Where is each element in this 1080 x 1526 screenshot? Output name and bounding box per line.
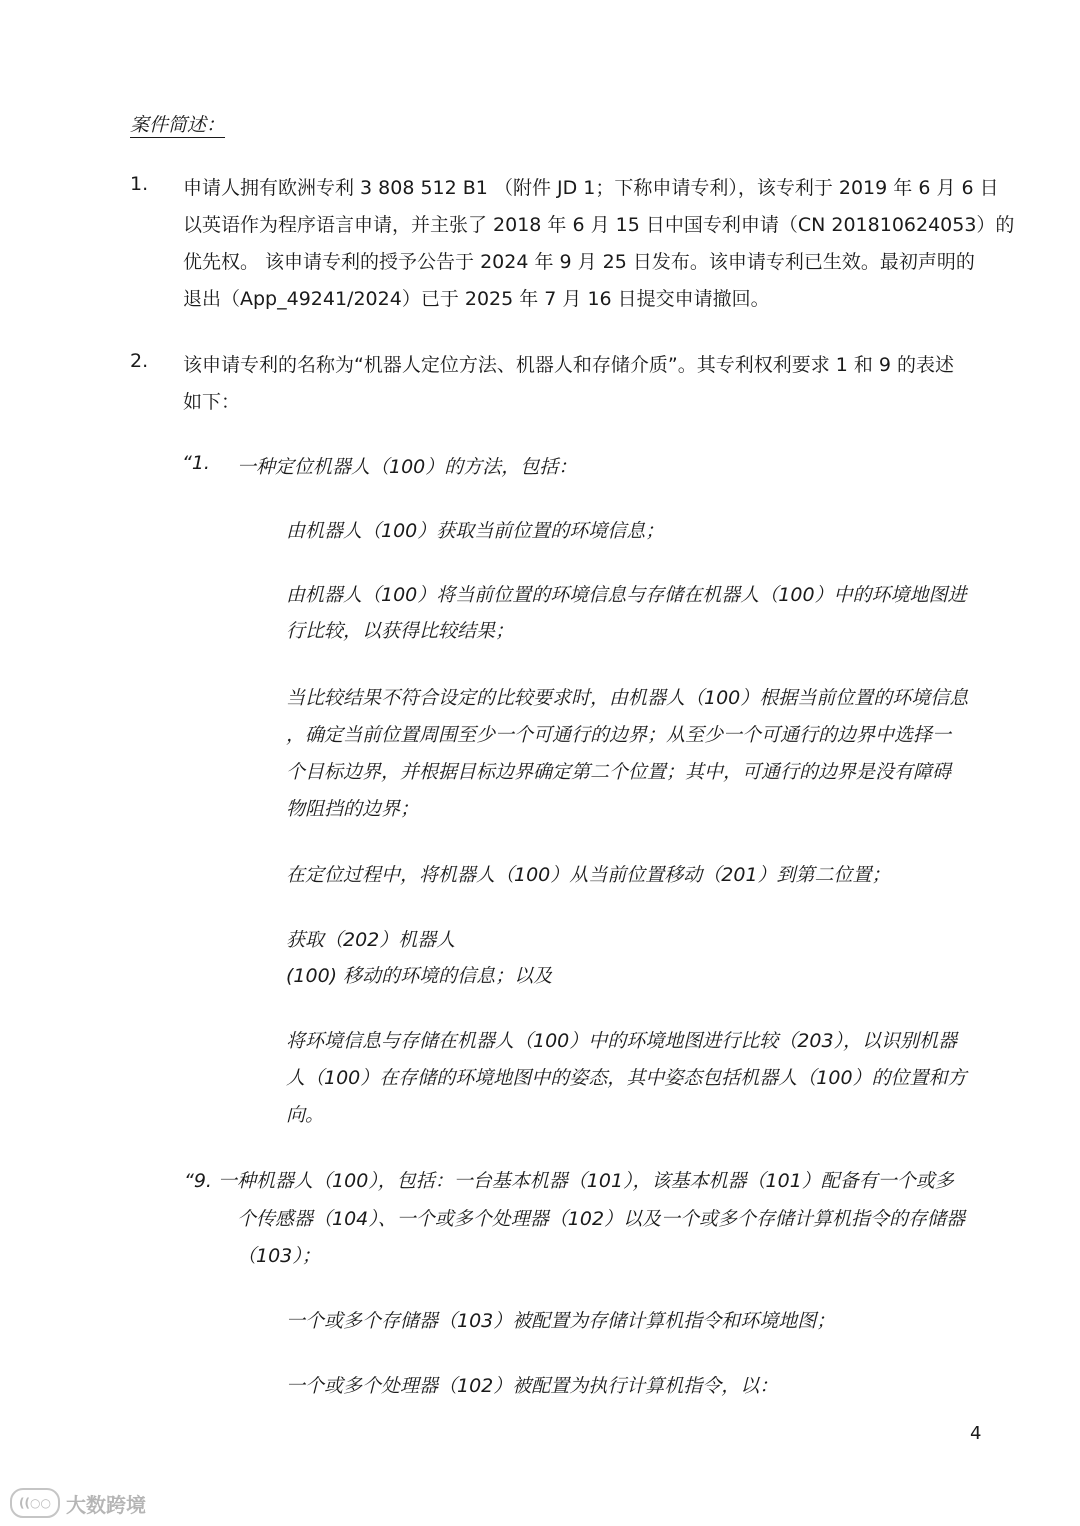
claim1-step: 获取（202）机器人 (286, 929, 456, 951)
claim1-step: 由机器人（100）将当前位置的环境信息与存储在机器人（100）中的环境地图进 (286, 584, 967, 606)
claim1-step: 行比较，以获得比较结果； (286, 620, 515, 642)
claim1-step: 个目标边界，并根据目标边界确定第二个位置；其中，可通行的边界是没有障碍 (286, 761, 952, 783)
claim1-label: “1. (182, 452, 210, 474)
para2-line: 如下： (183, 391, 241, 413)
claim1-step: (100) 移动的环境的信息；以及 (286, 965, 553, 987)
claim1-title: 一种定位机器人（100）的方法，包括： (237, 456, 578, 478)
watermark (10, 1488, 146, 1518)
para1-line: 优先权。 该申请专利的授予公告于 2024 年 9 月 25 日发布。该申请专利已生效。最初声明的 (183, 251, 975, 273)
claim1-step: 由机器人（100）获取当前位置的环境信息； (286, 520, 665, 542)
claim9-step: 一个或多个存储器（103）被配置为存储计算机指令和环境地图； (286, 1310, 836, 1332)
para1-number: 1. (130, 173, 149, 195)
claim1-step: ，确定当前位置周围至少一个可通行的边界；从至少一个可通行的边界中选择一 (286, 724, 952, 746)
watermark-logo-icon: ((○○ (10, 1488, 60, 1518)
claim1-step: 当比较结果不符合设定的比较要求时，由机器人（100）根据当前位置的环境信息 (286, 687, 969, 709)
para1-line: 退出（App_49241/2024）已于 2025 年 7 月 16 日提交申请撤回。 (183, 288, 770, 310)
claim1-step: 向。 (286, 1104, 325, 1126)
claim1-step: 物阻挡的边界； (286, 798, 420, 820)
claim9-line: （103）； (237, 1245, 321, 1267)
para1-line: 申请人拥有欧洲专利 3 808 512 B1 （附件 JD 1；下称申请专利），该专利于 2019 年 6 月 6 日 (183, 177, 999, 199)
claim1-step: 人（100）在存储的环境地图中的姿态，其中姿态包括机器人（100）的位置和方 (286, 1067, 967, 1089)
watermark-text: 大数跨境 (66, 1492, 146, 1517)
claim9-line: “9. 一种机器人（100），包括：一台基本机器（101），该基本机器（101）配备有一个或多 (184, 1170, 954, 1192)
claim9-line: 个传感器（104）、一个或多个处理器（102）以及一个或多个存储计算机指令的存储器 (237, 1208, 966, 1230)
claim1-step: 将环境信息与存储在机器人（100）中的环境地图进行比较（203），以识别机器 (286, 1030, 958, 1052)
para2-line: 该申请专利的名称为“机器人定位方法、机器人和存储介质”。其专利权利要求 1 和 9 的表述 (183, 354, 955, 376)
claim9-step: 一个或多个处理器（102）被配置为执行计算机指令，以： (286, 1375, 779, 1397)
para2-number: 2. (130, 350, 149, 372)
page-number: 4 (970, 1423, 982, 1444)
claim1-step: 在定位过程中，将机器人（100）从当前位置移动（201）到第二位置； (286, 864, 891, 886)
section-heading: 案件简述： (130, 114, 226, 136)
para1-line: 以英语作为程序语言申请，并主张了 2018 年 6 月 15 日中国专利申请（CN 201810624053）的 (183, 214, 1015, 236)
